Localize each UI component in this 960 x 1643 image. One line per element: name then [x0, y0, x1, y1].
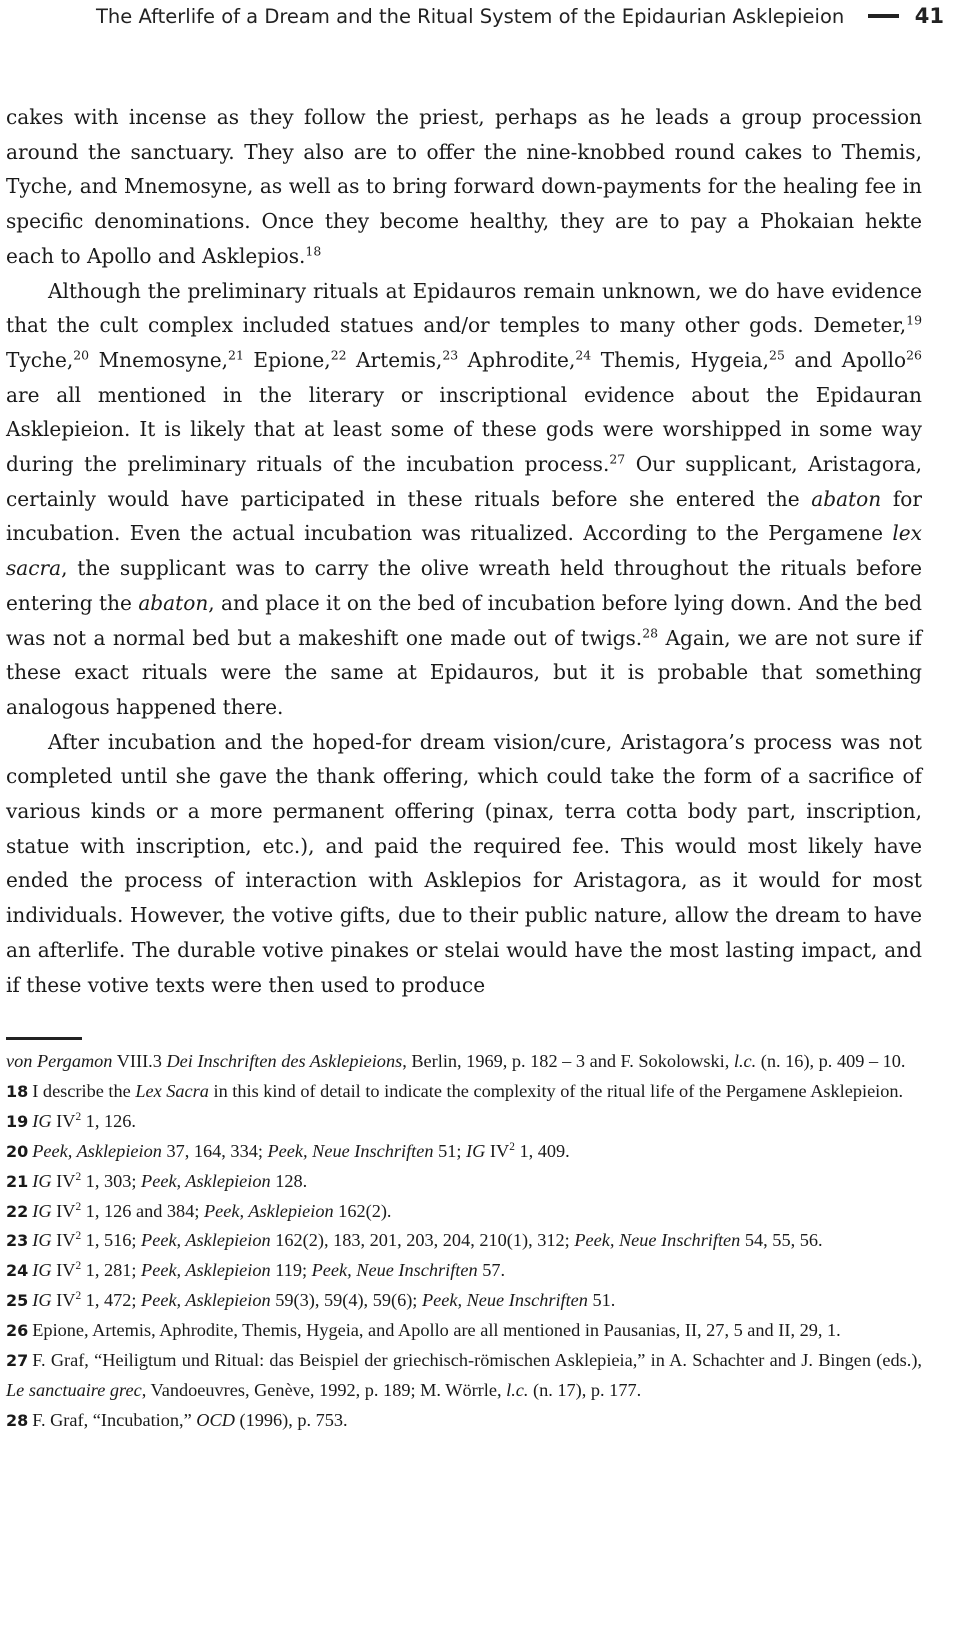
footnote-number: 18 [6, 1081, 29, 1101]
text-run: 1, 409. [514, 1140, 570, 1161]
italic-term: IG [466, 1140, 486, 1161]
italic-term: Dei Inschriften des Asklepieions [166, 1051, 403, 1071]
text-run: IV [51, 1110, 76, 1131]
footnote-21 [6, 1167, 922, 1197]
text-run: 57. [477, 1260, 506, 1281]
italic-term: lex sacra [6, 521, 922, 581]
superscript: 2 [509, 1140, 515, 1153]
text-run: 162(2), 183, 201, 203, 204, 210(1), 312; [270, 1230, 575, 1251]
text-run: (1996), p. 753. [234, 1409, 348, 1430]
text-run: for incubation. Even the actual incubation was ritualized. According to the Pergamene [6, 486, 922, 546]
text-run: 1, 516; [81, 1230, 142, 1251]
italic-term: IG [32, 1110, 52, 1131]
footnote-ref-26[interactable]: 26 [906, 347, 922, 363]
italic-term: l.c. [733, 1051, 757, 1071]
italic-term: Peek, Asklepieion [141, 1290, 271, 1311]
superscript: 2 [75, 1290, 82, 1303]
text-run: Our supplicant, Aristagora, certainly would have participated in these rituals before she entered the [6, 452, 922, 511]
footnote-ref-20[interactable]: 20 [73, 347, 90, 363]
italic-term: IG [32, 1260, 52, 1281]
paragraph [6, 274, 922, 725]
text-run: IV [485, 1140, 510, 1161]
page-number: 41 [914, 4, 944, 28]
text-run: Although the preliminary rituals at Epidauros remain unknown, we do have evidence that the cult complex included statues and/or temples to many other gods. Demeter, [6, 278, 922, 338]
text-run: IV [51, 1260, 76, 1281]
superscript: 2 [75, 1110, 82, 1123]
footnote-number: 26 [6, 1321, 29, 1341]
text-run: 162(2). [333, 1200, 392, 1221]
italic-term: abaton [811, 486, 882, 511]
italic-term: l.c. [506, 1379, 529, 1400]
text-run: Epione, [243, 347, 331, 372]
text-run: and Apollo [784, 347, 907, 372]
text-run: are all mentioned in the literary or inscriptional evidence about the Epidauran Asklepieion. It is likely that at least some of these gods were worshipped in some way during the preliminary rituals of the incubation process. [6, 382, 922, 477]
footnote-ref-18[interactable]: 18 [305, 243, 322, 259]
italic-term: Peek, Asklepieion [32, 1140, 162, 1161]
text-run: 51; [433, 1140, 467, 1161]
text-run: IV [51, 1200, 76, 1221]
footnote-number: 21 [6, 1171, 29, 1191]
superscript: 2 [75, 1170, 82, 1183]
text-run: 1, 472; [81, 1290, 142, 1311]
footnote-number: 23 [6, 1231, 29, 1251]
footnote-ref-28[interactable]: 28 [642, 624, 659, 640]
italic-term: IG [32, 1230, 52, 1251]
footnote-ref-19[interactable]: 19 [906, 312, 922, 328]
text-run: Artemis, [346, 347, 443, 372]
text-run: 1, 126. [81, 1110, 136, 1131]
italic-term: IG [32, 1200, 52, 1221]
italic-term: Peek, Neue Inschriften [267, 1140, 434, 1161]
text-run: 51. [587, 1290, 616, 1311]
text-run: IV [51, 1230, 76, 1251]
text-run: Again, we are not sure if these exact rituals were the same at Epidauros, but it is probable that something analogous happened there. [6, 625, 922, 719]
footnote-number: 27 [6, 1351, 29, 1371]
text-run: 128. [270, 1170, 308, 1191]
text-run: 37, 164, 334; [161, 1140, 268, 1161]
text-run: , and place it on the bed of incubation before lying down. And the bed was not a normal bed but a makeshift one made out of twigs. [6, 590, 922, 650]
running-header [96, 4, 944, 28]
footnote-19 [6, 1107, 922, 1137]
italic-term: OCD [196, 1409, 235, 1430]
text-run: 1, 126 and 384; [81, 1200, 204, 1221]
text-run: cakes with incense as they follow the priest, perhaps as he leads a group procession around the sanctuary. They also are to offer the nine-knobbed round cakes to Themis, Tyche, and Mnemosyne, as well as to bring forward down-payments for the healing fee in specific denominations. Once they become healthy, they are to pay a Phokaian hekte each to Apollo and Asklepios. [6, 105, 922, 268]
superscript: 2 [75, 1230, 82, 1243]
text-run: F. Graf, “Incubation,” [32, 1409, 197, 1430]
text-run: 59(3), 59(4), 59(6); [270, 1290, 422, 1311]
italic-term: Peek, Neue Inschriften [421, 1290, 588, 1311]
header-rule [868, 14, 899, 18]
superscript: 2 [75, 1200, 82, 1213]
footnote-20 [6, 1137, 922, 1167]
italic-term: abaton [138, 590, 209, 615]
text-run: (n. 17), p. 177. [528, 1379, 642, 1400]
italic-term: Peek, Neue Inschriften [574, 1230, 741, 1251]
footnote-number: 24 [6, 1261, 29, 1281]
text-run: 1, 303; [81, 1170, 142, 1191]
text-run: I describe the [32, 1080, 136, 1101]
text-run: Tyche, [6, 347, 74, 372]
italic-term: IG [32, 1290, 52, 1311]
text-run: , Berlin, 1969, p. 182 – 3 and F. Sokolowski, [402, 1051, 734, 1071]
text-run: Epione, Artemis, Aphrodite, Themis, Hygeia, and Apollo are all mentioned in Pausanias, II, 27, 5 and II, 29, 1. [32, 1320, 841, 1341]
footnote-separator [6, 1037, 82, 1040]
footnote-27 [6, 1346, 922, 1406]
footnote-ref-25[interactable]: 25 [769, 347, 785, 363]
italic-term: Peek, Asklepieion [141, 1170, 271, 1191]
text-run: IV [51, 1290, 76, 1311]
footnote-ref-21[interactable]: 21 [228, 347, 244, 363]
text-run: 54, 55, 56. [740, 1230, 823, 1251]
italic-term: Lex Sacra [135, 1080, 209, 1101]
italic-term: Peek, Neue Inschriften [311, 1260, 478, 1281]
text-run: , the supplicant was to carry the olive wreath held throughout the rituals before entering the [6, 556, 922, 615]
superscript: 2 [75, 1260, 82, 1273]
italic-term: Peek, Asklepieion [141, 1260, 271, 1281]
text-run: Mnemosyne, [89, 347, 229, 372]
footnote-23 [6, 1226, 922, 1256]
text-run: in this kind of detail to indicate the complexity of the ritual life of the Pergamene Asklepieion. [208, 1080, 904, 1101]
footnote-ref-22[interactable]: 22 [330, 347, 347, 363]
footnote-ref-27[interactable]: 27 [609, 451, 626, 467]
footnote-number: 28 [6, 1410, 29, 1430]
footnote-continuation [6, 1047, 922, 1077]
text-run: Aphrodite, [458, 347, 576, 372]
footnote-number: 20 [6, 1141, 29, 1161]
footnote-ref-23[interactable]: 23 [442, 347, 459, 363]
text-run: VIII.3 [112, 1051, 167, 1071]
italic-term: Peek, Asklepieion [141, 1230, 271, 1251]
footnote-number: 22 [6, 1201, 29, 1221]
italic-term: von Pergamon [6, 1051, 113, 1071]
footnote-ref-24[interactable]: 24 [575, 347, 592, 363]
footnote-number: 19 [6, 1111, 29, 1131]
footnote-22 [6, 1197, 922, 1227]
footnote-26 [6, 1316, 922, 1346]
main-text [6, 100, 922, 1002]
text-run: IV [51, 1170, 76, 1191]
text-run: (n. 16), p. 409 – 10. [756, 1051, 906, 1071]
italic-term: Le sanctuaire grec [6, 1379, 142, 1400]
text-run: 1, 281; [81, 1260, 142, 1281]
text-run: , Vandoeuvres, Genève, 1992, p. 189; M. Wörrle, [141, 1379, 507, 1400]
running-title: The Afterlife of a Dream and the Ritual System of the Epidaurian Asklepieion [96, 4, 845, 28]
text-run: 119; [270, 1260, 312, 1281]
footnote-28 [6, 1406, 922, 1436]
footnote-18 [6, 1077, 922, 1107]
footnotes [6, 1047, 922, 1436]
italic-term: Peek, Asklepieion [204, 1200, 334, 1221]
italic-term: IG [32, 1170, 52, 1191]
text-run: F. Graf, “Heiligtum und Ritual: das Beispiel der griechisch-römischen Asklepieia,” in A. Schachter and J. Bingen (eds.), [32, 1350, 922, 1371]
footnote-number: 25 [6, 1291, 29, 1311]
text-run: Themis, Hygeia, [591, 347, 770, 372]
text-run: After incubation and the hoped-for dream vision/cure, Aristagora’s process was not completed until she gave the thank offering, which could take the form of a sacrifice of various kinds or a more permanent offering (pinax, terra cotta body part, inscription, statue with inscription, etc.), and paid the required fee. This would most likely have ended the process of interaction with Asklepios for Aristagora, as it would for most individuals. However, the votive gifts, due to their public nature, allow the dream to have an afterlife. The durable votive pinakes or stelai would have the most lasting impact, and if these votive texts were then used to produce [6, 729, 922, 997]
footnote-24 [6, 1256, 922, 1286]
footnote-25 [6, 1286, 922, 1316]
paragraph [6, 100, 922, 274]
paragraph [6, 725, 922, 1003]
